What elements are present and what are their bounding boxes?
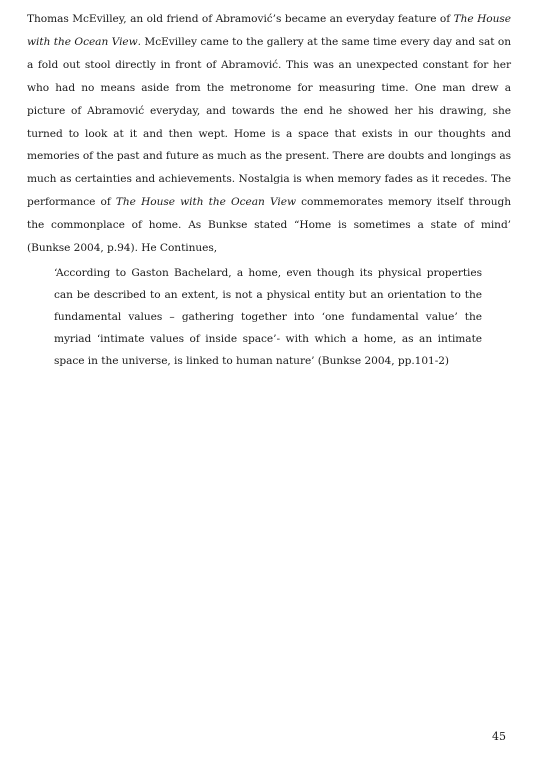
page-number: 45 [492, 730, 506, 743]
block-quote: ‘According to Gaston Bachelard, a home, even though its physical properties can be described to an extent, is not a physical entity but an orientation to the fundamental values – gathering together into ‘one fundamental value’ the myriad ‘intimate values of inside space’- with which a home, as an intimate space in the universe, is linked to human nature’ (Bunkse 2004, pp.101-2) [54, 267, 482, 368]
paragraph-text-1: Thomas McEvilley, an old friend of Abramović’s became an everyday feature of [27, 13, 454, 25]
paragraph-text-3: commemorates memory itself through the commonplace of home. As Bunkse stated “Home is sometimes a state of mind’ (Bunkse 2004, p.94). He Continues, [27, 196, 511, 255]
artwork-title-1: The House with the Ocean View [27, 13, 511, 48]
body-paragraph [27, 8, 511, 260]
paragraph-text-2: . McEvilley came to the gallery at the same time every day and sat on a fold out stool directly in front of Abramović. This was an unexpected constant for her who had no means aside from the metronome for measuring time. One man drew a picture of Abramović everyday, and towards the end he showed her his drawing, she turned to look at it and then wept. Home is a space that exists in our thoughts and memories of the past and future as much as the present. There are doubts and longings as much as certainties and achievements. Nostalgia is when memory fades as it recedes. The performance of [27, 35, 511, 209]
artwork-title-2: The House with the Ocean View [115, 196, 296, 209]
